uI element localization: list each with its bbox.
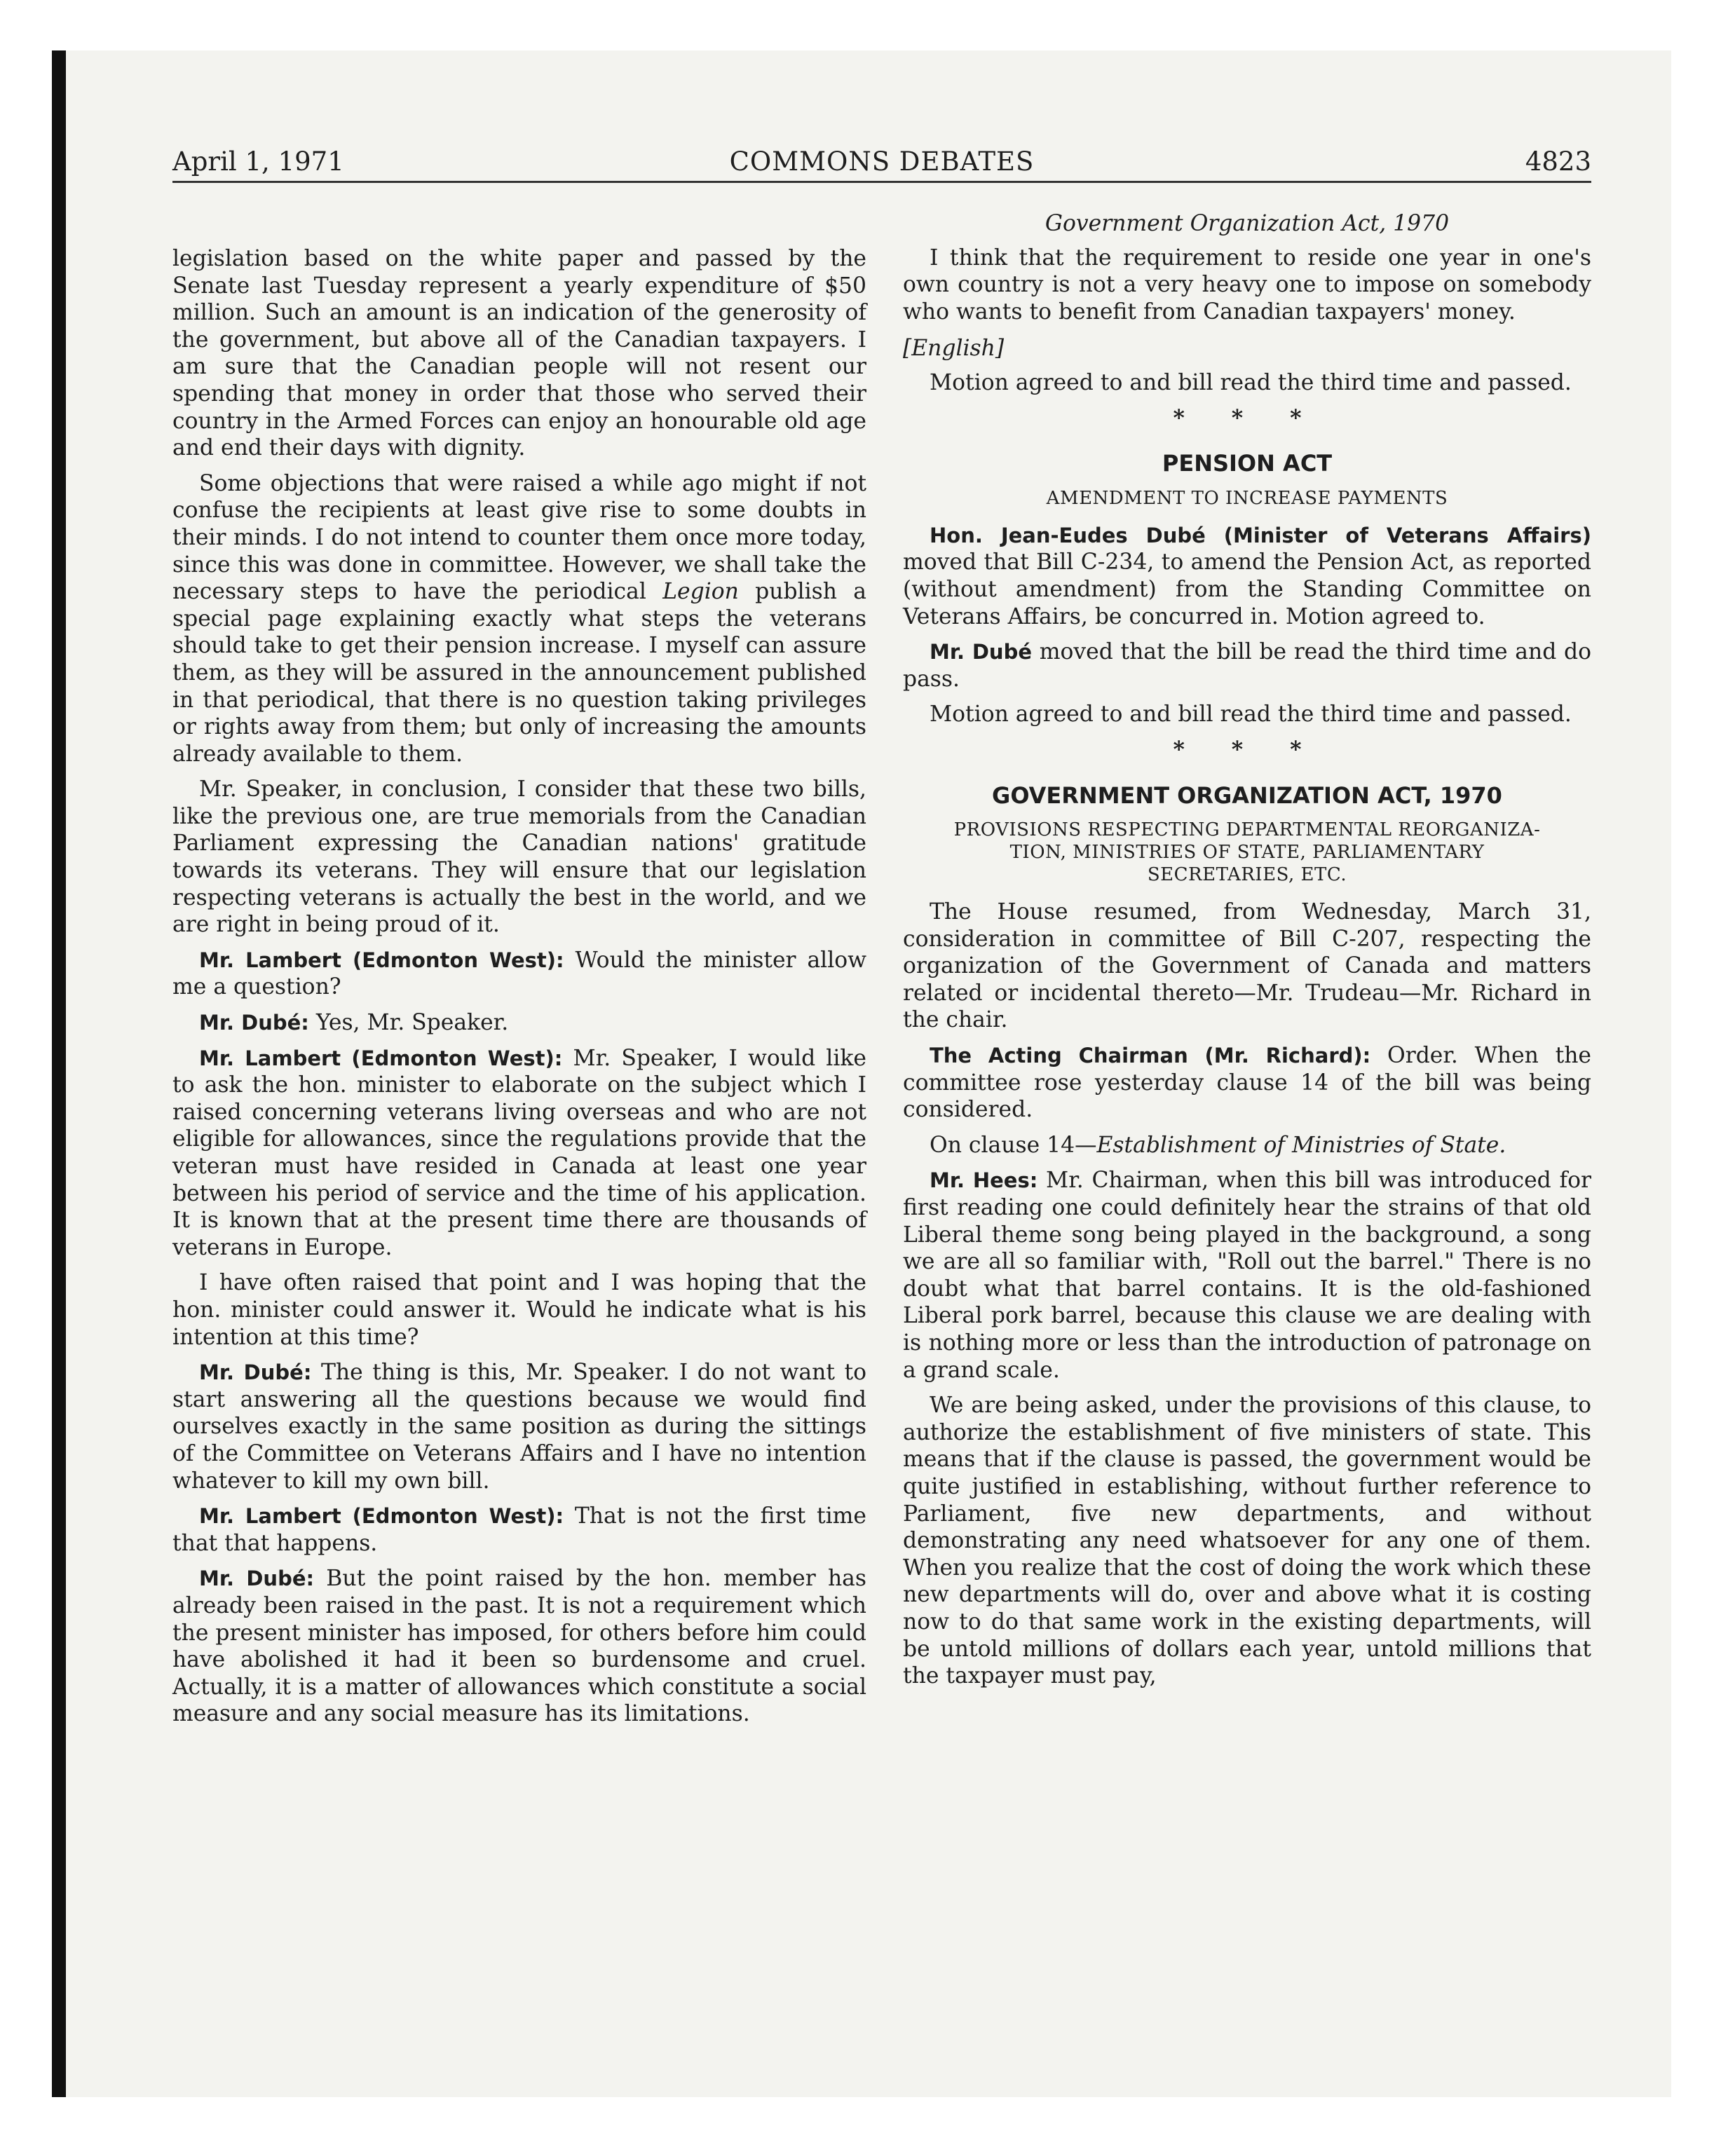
speech <box>172 1045 866 1262</box>
language-tag: [English] <box>903 336 1005 362</box>
speech <box>903 1167 1591 1384</box>
section-subheading: AMENDMENT TO INCREASE PAYMENTS <box>1046 487 1448 509</box>
section-separator: * * * <box>1173 405 1321 431</box>
left-column <box>172 245 866 1736</box>
scan-edge-bar <box>52 50 66 2097</box>
speaker-name: Mr. Lambert (Edmonton West): <box>199 948 564 972</box>
speaker-name: Mr. Dubé: <box>199 1360 312 1385</box>
header-publication: COMMONS DEBATES <box>729 146 1035 177</box>
speaker-name: Hon. Jean-Eudes Dubé (Minister of Veterans Affairs) <box>930 523 1591 547</box>
speech-text: moved that Bill C-234, to amend the Pension Act, as reported (without amendment) from the Standing Committee on Veterans Affairs, be concurred in. Motion agreed to. <box>903 550 1591 629</box>
speech-text: Order. When the committee rose yesterday clause 14 of the bill was being considered. <box>903 1043 1591 1123</box>
paragraph: Motion agreed to and bill read the third time and passed. <box>930 702 1572 728</box>
speech <box>903 1042 1591 1124</box>
speaker-name: Mr. Lambert (Edmonton West): <box>199 1046 563 1070</box>
section-subheading <box>903 819 1591 886</box>
subheading-line: TION, MINISTRIES OF STATE, PARLIAMENTARY <box>1009 842 1485 864</box>
speech-text: Mr. Chairman, when this bill was introduced for first reading one could definitely hear the strains of that old Liberal theme song being played in the background, a song we are all so familiar with, "Roll out the barrel." There is no doubt what that barrel contains. It is the old-fashioned Liberal pork barrel, because this clause we are dealing with is nothing more or less than the introduction of patronage on a grand scale. <box>903 1168 1591 1383</box>
speaker-name: Mr. Dubé: <box>199 1567 315 1591</box>
paragraph: I think that the requirement to reside one year in one's own country is not a very heavy one to impose on somebody who wants to benefit from Canadian taxpayers' money. <box>903 245 1591 325</box>
speech-text: That is not the first time that that happens. <box>172 1503 867 1556</box>
paragraph: Motion agreed to and bill read the third time and passed. <box>930 369 1572 395</box>
paragraph: We are being asked, under the provisions of this clause, to authorize the establishment of five ministers of state. This means that if the clause is passed, the government would be quite justified in establishing, without further reference to Parliament, five new departments, and without demonstrating any need whatsoever for any one of them. When you realize that the cost of doing the work which these new departments will do, over and above what it is costing now to do that same work in the existing departments, will be untold millions of dollars each year, untold millions that the taxpayer must pay, <box>903 1393 1591 1689</box>
speech <box>172 1009 866 1037</box>
header-page-number: 4823 <box>1525 146 1591 177</box>
section-heading-government-organization-act: GOVERNMENT ORGANIZATION ACT, 1970 <box>992 782 1502 809</box>
speech <box>903 639 1591 692</box>
speech <box>172 1359 866 1494</box>
speech-text: moved that the bill be read the third time and do pass. <box>903 639 1591 692</box>
text: publish a special page explaining exactly what steps the veterans should take to get their pension increase. I myself can assure them, as they will be assured in the announcement published in that periodical, that there is no question taking privileges or rights away from them; but only of increasing the amounts already available to them. <box>172 579 867 767</box>
speech-text: The thing is this, Mr. Speaker. I do not want to start answering all the questions because we would find ourselves exactly in the same position as during the sittings of the Committee on Veterans Affairs and I have no intention whatever to kill my own bill. <box>172 1360 866 1494</box>
speaker-name: Mr. Dubé <box>930 640 1033 664</box>
subheading-line: SECRETARIES, ETC. <box>1147 864 1347 886</box>
header-date: April 1, 1971 <box>172 146 344 177</box>
speaker-name: The Acting Chairman (Mr. Richard): <box>930 1044 1371 1068</box>
subheading-line: PROVISIONS RESPECTING DEPARTMENTAL REORGANIZA- <box>953 819 1541 841</box>
text: On clause 14— <box>930 1132 1097 1158</box>
speech <box>172 1565 866 1728</box>
section-heading-pension-act: PENSION ACT <box>1162 450 1333 477</box>
speaker-name: Mr. Hees: <box>930 1168 1038 1193</box>
periodical-title: Legion <box>662 579 739 605</box>
page-header <box>172 146 1591 183</box>
right-column <box>903 210 1591 1698</box>
running-head: Government Organization Act, 1970 <box>1045 211 1450 236</box>
section-separator: * * * <box>1173 737 1321 763</box>
paragraph: The House resumed, from Wednesday, March 31, consideration in committee of Bill C-207, respecting the organization of the Government of Canada and matters related or incidental thereto—Mr. Trudeau—Mr. Richard in the chair. <box>903 899 1591 1033</box>
paragraph: legislation based on the white paper and passed by the Senate last Tuesday represent a yearly expenditure of $50 million. Such an amount is an indication of the generosity of the government, but above all of the Canadian taxpayers. I am sure that the Canadian people will not resent our spending that money in order that those who served their country in the Armed Forces can enjoy an honourable old age and end their days with dignity. <box>172 246 866 461</box>
speech-text: Yes, Mr. Speaker. <box>308 1010 509 1036</box>
speech <box>903 522 1591 630</box>
speech-text: Would the minister allow me a question? <box>172 947 867 1000</box>
speaker-name: Mr. Lambert (Edmonton West): <box>199 1504 564 1529</box>
clause-line <box>903 1132 1591 1159</box>
paragraph <box>172 470 866 768</box>
clause-title: Establishment of Ministries of State. <box>1096 1132 1506 1158</box>
speech <box>172 947 866 1001</box>
text: Some objections that were raised a while ago might if not confuse the recipients at least give rise to some doubts in their minds. I do not intend to counter them once more today, since this was done in committee. However, we shall take the necessary steps to have the periodical <box>172 470 866 605</box>
speaker-name: Mr. Dubé: <box>199 1011 309 1035</box>
paragraph: I have often raised that point and I was hoping that the hon. minister could answer it. Would he indicate what is his intention at this time? <box>172 1270 866 1350</box>
speech <box>172 1503 866 1557</box>
speech-text: Mr. Speaker, I would like to ask the hon. minister to elaborate on the subject which I raised concerning veterans living overseas and who are not eligible for allowances, since the regulations provide that the veteran must have resided in Canada at least one year between his period of service and the time of his application. It is known that at the present time there are thousands of veterans in Europe. <box>172 1045 866 1260</box>
speech-text: But the point raised by the hon. member has already been raised in the past. It is not a requirement which the present minister has imposed, for others before him could have abolished it had it been so burdensome and cruel. Actually, it is a matter of allowances which constitute a social measure and any social measure has its limitations. <box>172 1566 866 1727</box>
paragraph: Mr. Speaker, in conclusion, I consider that these two bills, like the previous one, are true memorials from the Canadian Parliament expressing the Canadian nations' gratitude towards its veterans. They will ensure that our legislation respecting veterans is actually the best in the world, and we are right in being proud of it. <box>172 777 866 938</box>
